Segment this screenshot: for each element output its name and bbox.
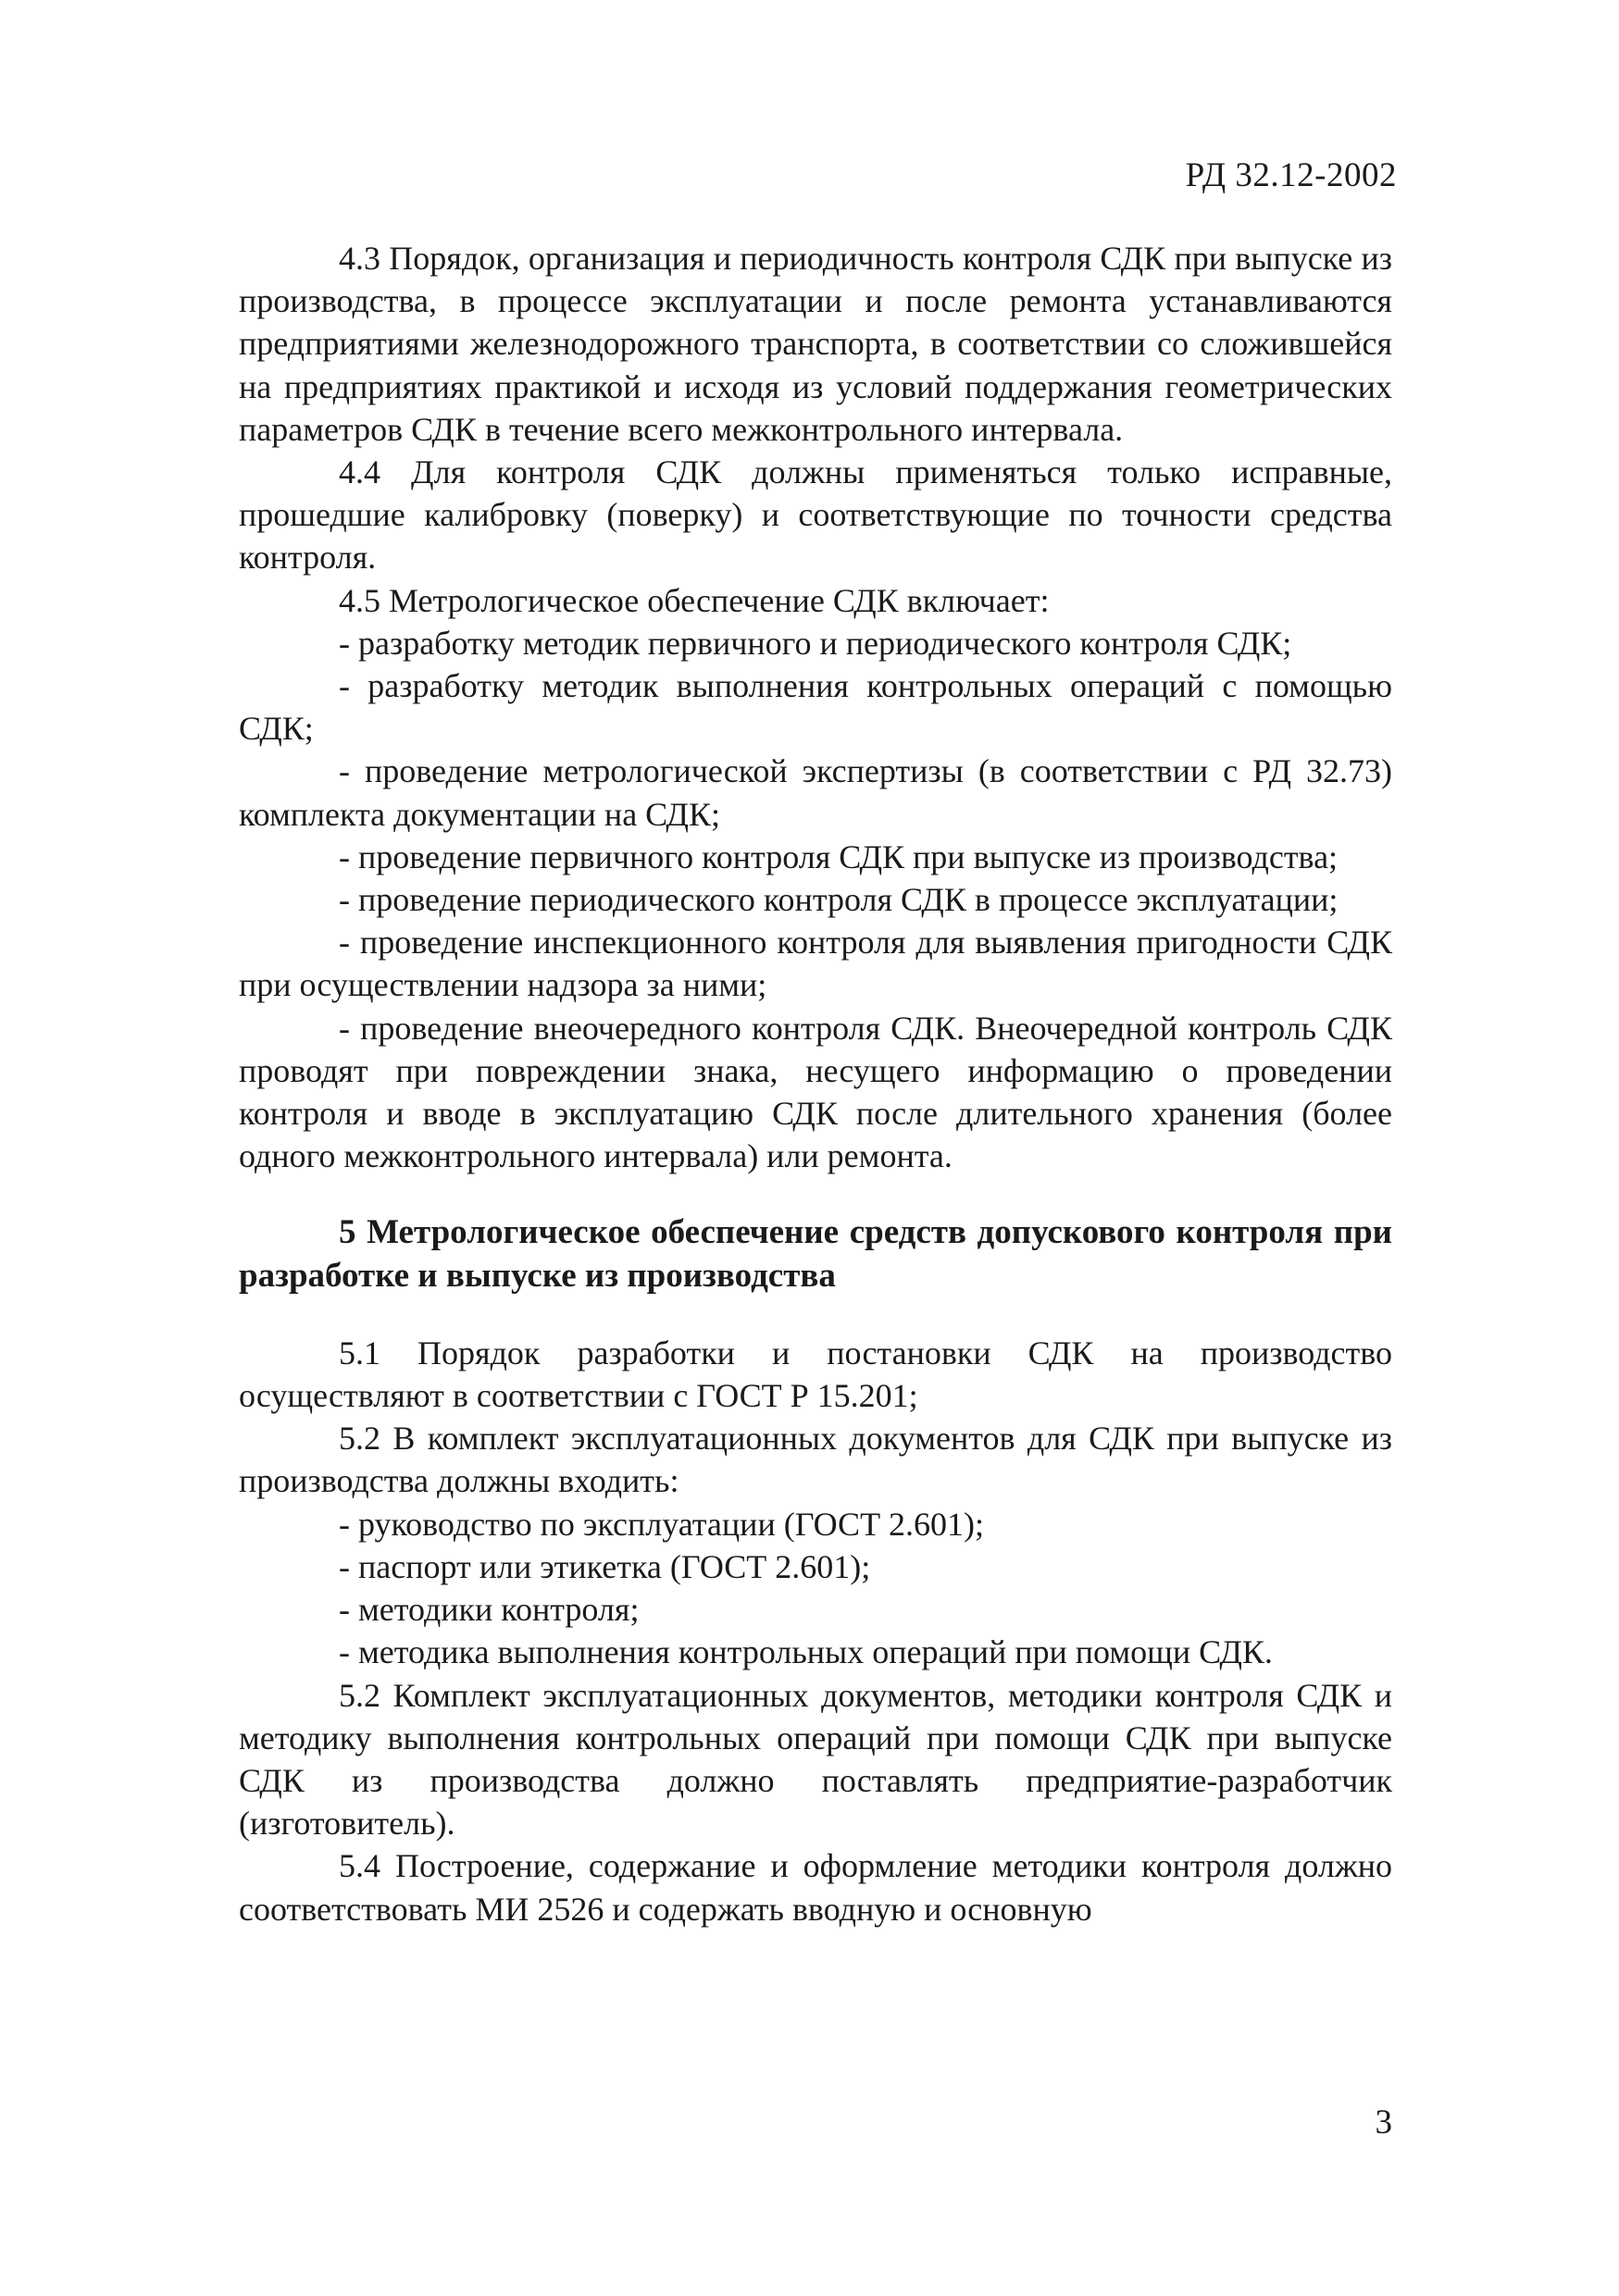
document-body <box>239 237 1392 1930</box>
paragraph-5-2: 5.2 В комплект эксплуатационных документов для СДК при выпуске из производства должны входить: <box>239 1420 1392 1500</box>
paragraph-5-4: 5.4 Построение, содержание и оформление методики контроля должно соответствовать МИ 2526 и содержать вводную и основную <box>239 1847 1392 1928</box>
list-item: - проведение первичного контроля СДК при выпуске из производства; <box>339 838 1339 875</box>
list-item: - проведение метрологической экспертизы (в соответствии с РД 32.73) комплекта документации на СДК; <box>239 752 1392 833</box>
list-item: - разработку методик первичного и периодического контроля СДК; <box>339 624 1292 662</box>
document-code: РД 32.12-2002 <box>1185 156 1397 194</box>
list-item: - руководство по эксплуатации (ГОСТ 2.601); <box>339 1505 985 1543</box>
section-heading: 5 Метрологическое обеспечение средств допускового контроля при разработке и выпуске из производства <box>239 1213 1392 1295</box>
list-item: - паспорт или этикетка (ГОСТ 2.601); <box>339 1547 871 1585</box>
paragraph-4-5: 4.5 Метрологическое обеспечение СДК включает: <box>339 581 1050 619</box>
list-item: - разработку методик выполнения контрольных операций с помощью СДК; <box>239 667 1392 748</box>
list-item: - методики контроля; <box>339 1591 640 1629</box>
paragraph-4-4: 4.4 Для контроля СДК должны применяться только исправные, прошедшие калибровку (поверку) и соответствующие по точности средства контроля. <box>239 453 1392 577</box>
paragraph-5-1: 5.1 Порядок разработки и постановки СДК на производство осуществляют в соответствии с ГОСТ Р 15.201; <box>239 1334 1392 1415</box>
page-number: 3 <box>1375 2104 1392 2141</box>
list-item: - проведение периодического контроля СДК в процессе эксплуатации; <box>339 881 1339 919</box>
list-item: - проведение внеочередного контроля СДК. Внеочередной контроль СДК проводят при повреждении знака, несущего информацию о проведении контроля и вводе в эксплуатацию СДК после длительного хранения (более одного межконтрольного интервала) или ремонта. <box>239 1009 1392 1175</box>
paragraph-4-3: 4.3 Порядок, организация и периодичность контроля СДК при выпуске из производства, в процессе эксплуатации и после ремонта устанавливаются предприятиями железнодорожного транспорта, в соответствии со сложившейся на предприятиях практикой и исходя из условий поддержания геометрических параметров СДК в течение всего межконтрольного интервала. <box>239 240 1392 448</box>
paragraph-5-2-second: 5.2 Комплект эксплуатационных документов, методики контроля СДК и методику выполнения контрольных операций при помощи СДК при выпуске СДК из производства должно поставлять предприятие-разработчик (изготовитель). <box>239 1676 1392 1843</box>
list-item: - проведение инспекционного контроля для выявления пригодности СДК при осуществлении надзора за ними; <box>239 924 1392 1004</box>
list-item: - методика выполнения контрольных операций при помощи СДК. <box>339 1633 1273 1671</box>
